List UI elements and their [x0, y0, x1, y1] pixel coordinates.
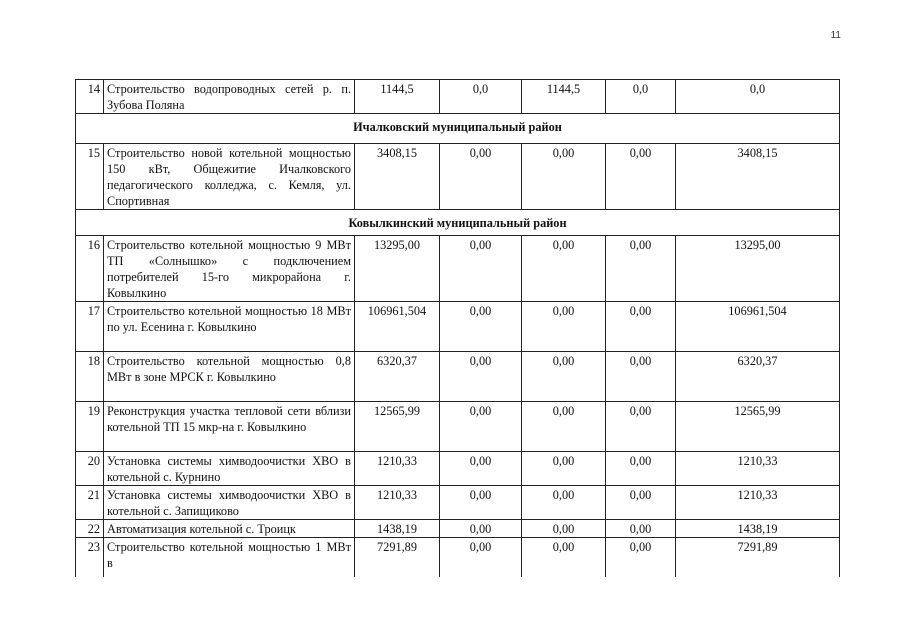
project-name-cell: Установка системы химводоочистки ХВО в котельной с. Курнино — [104, 452, 355, 486]
amount-cell-2: 0,00 — [440, 352, 522, 402]
table-row — [76, 452, 840, 486]
row-number-cell: 23 — [76, 538, 104, 577]
table-row — [76, 538, 840, 577]
amount-cell-4: 0,00 — [606, 402, 676, 452]
project-name-cell: Установка системы химводоочистки ХВО в котельной с. Запищиково — [104, 486, 355, 520]
project-name-cell: Строительство водопроводных сетей р. п. Зубова Поляна — [104, 80, 355, 114]
table-row — [76, 302, 840, 352]
project-name-cell: Строительство котельной мощностью 1 МВт в — [104, 538, 355, 577]
table-row — [76, 236, 840, 302]
amount-cell-3: 0,00 — [522, 236, 606, 302]
amount-cell-4: 0,00 — [606, 538, 676, 577]
total-amount-cell: 7291,89 — [355, 538, 440, 577]
project-name-cell: Строительство котельной мощностью 9 МВт ТП «Солнышко» с подключением потребителей 15-го микрорайона г. Ковылкино — [104, 236, 355, 302]
amount-cell-3: 0,00 — [522, 144, 606, 210]
amount-cell-5: 1210,33 — [676, 486, 840, 520]
table-body — [76, 80, 840, 577]
table-row — [76, 520, 840, 538]
table-row — [76, 402, 840, 452]
total-amount-cell: 106961,504 — [355, 302, 440, 352]
total-amount-cell: 3408,15 — [355, 144, 440, 210]
amount-cell-2: 0,00 — [440, 452, 522, 486]
section-title: Ковылкинский муниципальный район — [76, 210, 840, 236]
amount-cell-4: 0,00 — [606, 520, 676, 538]
amount-cell-4: 0,00 — [606, 352, 676, 402]
amount-cell-2: 0,00 — [440, 236, 522, 302]
table-row — [76, 80, 840, 114]
amount-cell-4: 0,00 — [606, 144, 676, 210]
total-amount-cell: 1210,33 — [355, 486, 440, 520]
amount-cell-2: 0,00 — [440, 402, 522, 452]
amount-cell-2: 0,0 — [440, 80, 522, 114]
row-number-cell: 21 — [76, 486, 104, 520]
project-name-cell: Автоматизация котельной с. Троицк — [104, 520, 355, 538]
amount-cell-2: 0,00 — [440, 302, 522, 352]
amount-cell-2: 0,00 — [440, 538, 522, 577]
amount-cell-4: 0,00 — [606, 452, 676, 486]
row-number-cell: 16 — [76, 236, 104, 302]
total-amount-cell: 6320,37 — [355, 352, 440, 402]
row-number-cell: 17 — [76, 302, 104, 352]
amount-cell-5: 1438,19 — [676, 520, 840, 538]
amount-cell-5: 7291,89 — [676, 538, 840, 577]
row-number-cell: 14 — [76, 80, 104, 114]
amount-cell-5: 1210,33 — [676, 452, 840, 486]
row-number-cell: 15 — [76, 144, 104, 210]
section-header-row — [76, 114, 840, 144]
total-amount-cell: 1144,5 — [355, 80, 440, 114]
amount-cell-5: 106961,504 — [676, 302, 840, 352]
amount-cell-3: 0,00 — [522, 486, 606, 520]
total-amount-cell: 1210,33 — [355, 452, 440, 486]
amount-cell-3: 0,00 — [522, 302, 606, 352]
project-name-cell: Реконструкция участка тепловой сети вблизи котельной ТП 15 мкр-на г. Ковылкино — [104, 402, 355, 452]
table-row — [76, 486, 840, 520]
amount-cell-5: 0,0 — [676, 80, 840, 114]
total-amount-cell: 13295,00 — [355, 236, 440, 302]
project-name-cell: Строительство новой котельной мощностью 150 кВт, Общежитие Ичалковского педагогического колледжа, с. Кемля, ул. Спортивная — [104, 144, 355, 210]
amount-cell-3: 0,00 — [522, 402, 606, 452]
amount-cell-3: 0,00 — [522, 352, 606, 402]
table-row — [76, 144, 840, 210]
amount-cell-2: 0,00 — [440, 144, 522, 210]
amount-cell-5: 13295,00 — [676, 236, 840, 302]
section-title: Ичалковский муниципальный район — [76, 114, 840, 144]
total-amount-cell: 1438,19 — [355, 520, 440, 538]
amount-cell-3: 0,00 — [522, 520, 606, 538]
amount-cell-5: 3408,15 — [676, 144, 840, 210]
project-name-cell: Строительство котельной мощностью 0,8 МВт в зоне МРСК г. Ковылкино — [104, 352, 355, 402]
project-name-cell: Строительство котельной мощностью 18 МВт по ул. Есенина г. Ковылкино — [104, 302, 355, 352]
amount-cell-3: 1144,5 — [522, 80, 606, 114]
row-number-cell: 22 — [76, 520, 104, 538]
amount-cell-4: 0,00 — [606, 486, 676, 520]
amount-cell-4: 0,0 — [606, 80, 676, 114]
total-amount-cell: 12565,99 — [355, 402, 440, 452]
amount-cell-2: 0,00 — [440, 520, 522, 538]
table-row — [76, 352, 840, 402]
section-header-row — [76, 210, 840, 236]
row-number-cell: 19 — [76, 402, 104, 452]
amount-cell-5: 12565,99 — [676, 402, 840, 452]
amount-cell-3: 0,00 — [522, 538, 606, 577]
amount-cell-4: 0,00 — [606, 302, 676, 352]
row-number-cell: 20 — [76, 452, 104, 486]
amount-cell-4: 0,00 — [606, 236, 676, 302]
amount-cell-3: 0,00 — [522, 452, 606, 486]
amount-cell-2: 0,00 — [440, 486, 522, 520]
page-number: 11 — [830, 30, 841, 41]
row-number-cell: 18 — [76, 352, 104, 402]
amount-cell-5: 6320,37 — [676, 352, 840, 402]
funding-table — [75, 79, 840, 577]
